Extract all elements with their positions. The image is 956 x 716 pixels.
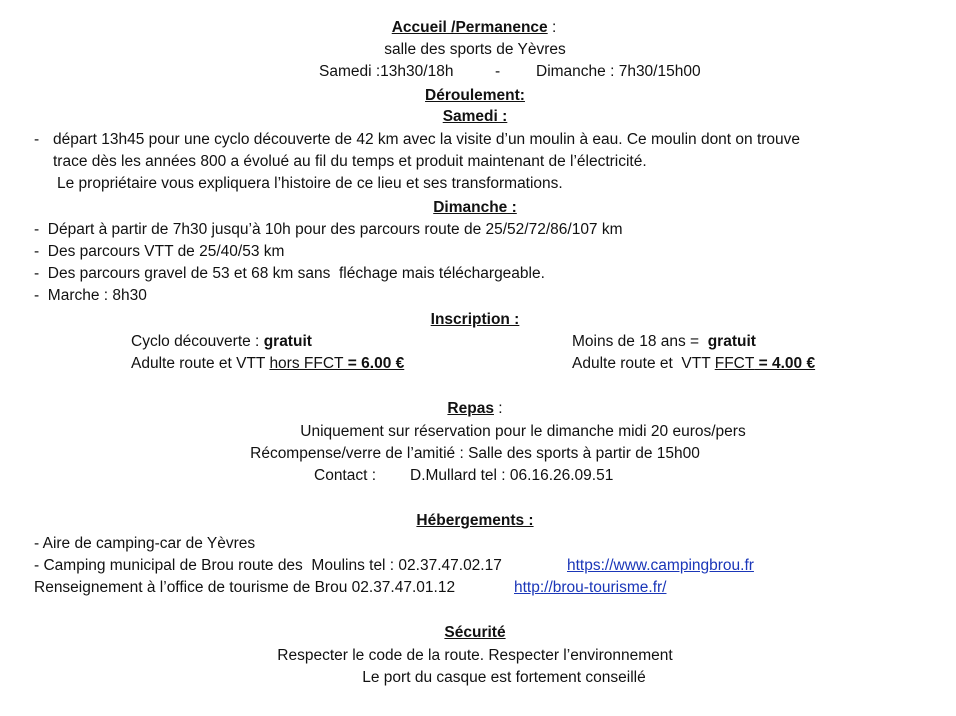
tarif-label: Adulte route et VTT	[131, 355, 270, 372]
hebergement-aire: - Aire de camping-car de Yèvres	[34, 535, 256, 552]
contact-label: Contact :	[314, 467, 377, 484]
camping-link[interactable]: https://www.campingbrou.fr	[567, 557, 754, 574]
hebergements-heading: Hébergements :	[416, 512, 534, 529]
securite-line-2: Le port du casque est fortement conseillé	[362, 669, 646, 686]
tarif-value: = 6.00 €	[343, 355, 405, 372]
dimanche-item-text: Des parcours VTT de 25/40/53 km	[47, 243, 285, 260]
repas-heading: Repas	[447, 400, 494, 417]
repas-line-1: Uniquement sur réservation pour le dimanche midi 20 euros/pers	[300, 423, 746, 440]
samedi-dash: -	[34, 131, 40, 148]
tarif-moins-18	[572, 332, 756, 352]
dimanche-item: - Des parcours VTT de 25/40/53 km	[34, 243, 285, 260]
tarif-label: Moins de 18 ans =	[572, 333, 708, 350]
tarif-cyclo	[131, 332, 312, 352]
tarif-label-underlined: FFCT	[714, 355, 755, 372]
tarif-label: Adulte route et VTT	[572, 355, 715, 372]
tarif-value: gratuit	[263, 333, 312, 350]
samedi-heading: Samedi :	[442, 108, 508, 125]
repas-heading-line	[447, 399, 502, 419]
dimanche-item-text: Départ à partir de 7h30 jusqu’à 10h pour des parcours route de 25/52/72/86/107 km	[47, 221, 623, 238]
deroulement-heading: Déroulement:	[425, 87, 525, 104]
accueil-heading: Accueil /Permanence	[391, 19, 548, 36]
tarif-label: Cyclo découverte :	[131, 333, 264, 350]
dimanche-item-text: Marche : 8h30	[47, 287, 147, 304]
dimanche-heading: Dimanche :	[433, 199, 517, 216]
repas-heading-colon: :	[493, 400, 503, 417]
tarif-value: = 4.00 €	[754, 355, 816, 372]
accueil-heading-colon: :	[547, 19, 557, 36]
tarif-adulte-ffct	[572, 354, 815, 374]
tarif-adulte-hors-ffct	[131, 354, 404, 374]
accueil-heading-line	[392, 18, 557, 38]
accueil-separator: -	[495, 63, 501, 80]
contact-value: D.Mullard tel : 06.16.26.09.51	[410, 467, 614, 484]
inscription-heading: Inscription :	[430, 311, 520, 328]
samedi-line-2: trace dès les années 800 a évolué au fil du temps et produit maintenant de l’électricité.	[53, 153, 647, 170]
office-tourisme: Renseignement à l’office de tourisme de Brou 02.37.47.01.12	[34, 579, 456, 596]
tarif-value: gratuit	[707, 333, 756, 350]
securite-line-1: Respecter le code de la route. Respecter l’environnement	[277, 647, 673, 664]
dimanche-item: - Départ à partir de 7h30 jusqu’à 10h pour des parcours route de 25/52/72/86/107 km	[34, 221, 623, 238]
tourisme-link[interactable]: http://brou-tourisme.fr/	[514, 579, 667, 596]
securite-heading: Sécurité	[444, 624, 506, 641]
hebergement-camping: - Camping municipal de Brou route des Moulins tel : 02.37.47.02.17	[34, 557, 502, 574]
repas-line-2: Récompense/verre de l’amitié : Salle des sports à partir de 15h00	[250, 445, 700, 462]
accueil-samedi-hours: Samedi :13h30/18h	[319, 63, 454, 80]
dimanche-item-text: Des parcours gravel de 53 et 68 km sans fléchage mais téléchargeable.	[47, 265, 545, 282]
tarif-label-underlined: hors FFCT	[269, 355, 344, 372]
samedi-line-1: départ 13h45 pour une cyclo découverte de 42 km avec la visite d’un moulin à eau. Ce moulin dont on trouve	[53, 131, 801, 148]
dimanche-item: - Marche : 8h30	[34, 287, 147, 304]
samedi-line-3: Le propriétaire vous expliquera l’histoire de ce lieu et ses transformations.	[57, 175, 563, 192]
accueil-dimanche-hours: Dimanche : 7h30/15h00	[536, 63, 701, 80]
accueil-place: salle des sports de Yèvres	[384, 41, 566, 58]
dimanche-item: - Des parcours gravel de 53 et 68 km sans fléchage mais téléchargeable.	[34, 265, 545, 282]
